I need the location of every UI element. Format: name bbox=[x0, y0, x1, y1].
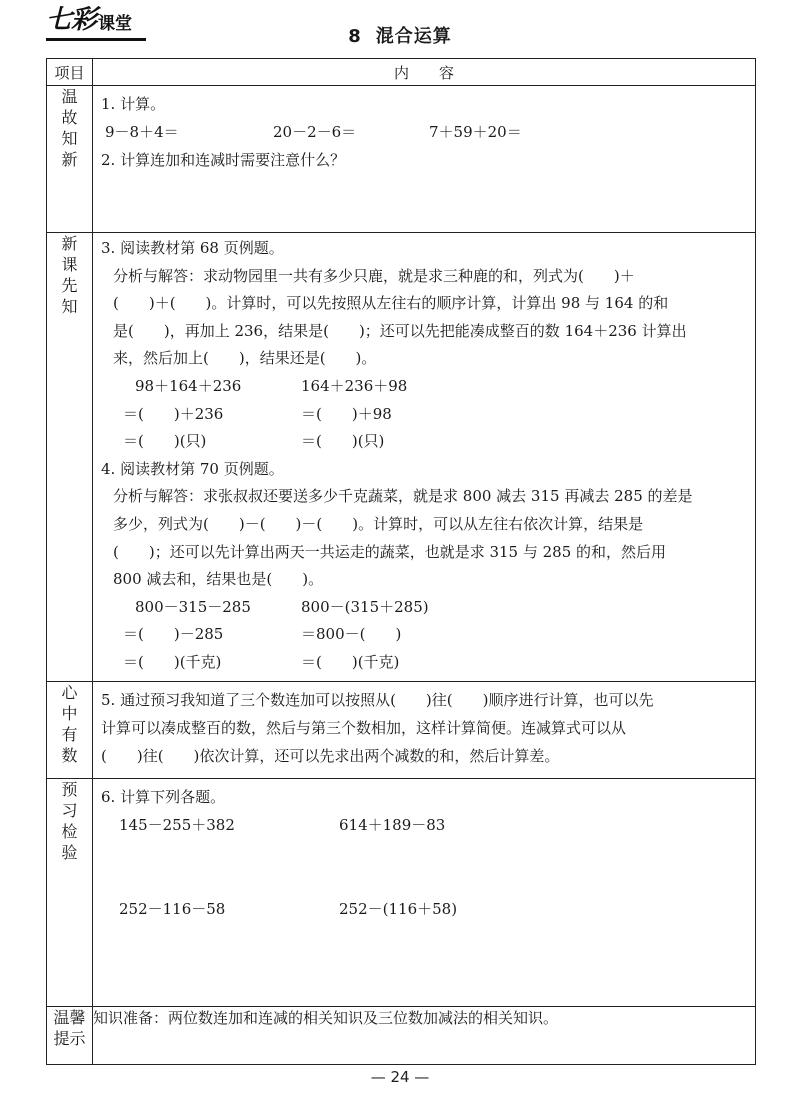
page-number: — 24 — bbox=[370, 1068, 430, 1086]
section-summary-content bbox=[93, 681, 756, 778]
section-check-content bbox=[93, 778, 756, 1006]
q3-line-2: ( )＋( )。计算时，可以先按照从左往右的顺序计算，计算出 98 与 164 的和 bbox=[113, 294, 669, 313]
section-tips bbox=[47, 1006, 756, 1064]
q6-row-1 bbox=[101, 811, 749, 895]
lesson-title: 混合运算 bbox=[375, 26, 452, 47]
brand-script: 七彩 bbox=[46, 5, 97, 35]
brand-text: 课堂 bbox=[98, 14, 133, 34]
q3-work-row-1: 98＋164＋236 164＋236＋98 bbox=[135, 376, 408, 395]
q5-line-2: 计算可以凑成整百的数，然后与第三个数相加，这样计算简便。连减算式可以从 bbox=[101, 718, 627, 737]
q1-title: 1. 计算。 bbox=[101, 95, 166, 113]
worksheet-table bbox=[46, 58, 756, 1065]
q5-line-1: 5. 通过预习我知道了三个数连加可以按照从( )往( )顺序进行计算，也可以先 bbox=[101, 690, 654, 709]
page-title bbox=[0, 22, 800, 48]
q1-expressions bbox=[101, 118, 749, 146]
q3-title: 3. 阅读教材第 68 页例题。 bbox=[101, 239, 284, 257]
q3-line-1: 分析与解答：求动物园里一共有多少只鹿，就是求三种鹿的和，列式为( )＋ bbox=[113, 266, 635, 285]
q6-expr-3: 252－116－58 bbox=[119, 899, 226, 918]
q3-line-3: 是( )，再加上 236，结果是( )；还可以先把能凑成整百的数 164＋236 计算出 bbox=[113, 321, 687, 340]
q6-expr-2: 614＋189－83 bbox=[339, 815, 446, 834]
section-review-content bbox=[93, 86, 756, 233]
q6-row-2 bbox=[101, 895, 749, 923]
section-new-lesson-content bbox=[93, 233, 756, 682]
section-new-lesson bbox=[47, 233, 756, 682]
header-item: 项目 bbox=[47, 59, 93, 86]
q2-title: 2. 计算连加和连减时需要注意什么？ bbox=[101, 151, 346, 169]
q4-line-1: 分析与解答：求张叔叔还要送多少千克蔬菜，就是求 800 减去 315 再减去 285 的差是 bbox=[113, 487, 693, 506]
section-check-label: 预习检验 bbox=[47, 778, 93, 1006]
q4-work-row-2: ＝( )－285 ＝800－( ) bbox=[123, 625, 402, 644]
section-review-label: 温故知新 bbox=[47, 86, 93, 233]
section-new-lesson-label: 新课先知 bbox=[47, 233, 93, 682]
q6-title: 6. 计算下列各题。 bbox=[101, 787, 226, 806]
expr-3: 7＋59＋20＝ bbox=[429, 123, 522, 141]
lesson-number: 8 bbox=[348, 26, 362, 47]
section-summary bbox=[47, 681, 756, 778]
q4-work-row-3: ＝( )(千克) ＝( )(千克) bbox=[123, 652, 400, 671]
section-check bbox=[47, 778, 756, 1006]
q4-line-2: 多少，列式为( )－( )－( )。计算时，可以从左往右依次计算，结果是 bbox=[113, 514, 644, 533]
q3-work-row-2: ＝( )＋236 ＝( )＋98 bbox=[123, 404, 392, 423]
section-summary-label: 心中有数 bbox=[47, 681, 93, 778]
section-tips-label: 温馨提示 bbox=[47, 1006, 93, 1064]
q3-line-4: 来，然后加上( )，结果还是( )。 bbox=[113, 349, 377, 368]
q4-work-row-1: 800－315－285 800－(315＋285) bbox=[135, 597, 429, 616]
expr-1: 9－8＋4＝ bbox=[105, 123, 179, 141]
q6-expr-1: 145－255＋382 bbox=[119, 815, 235, 834]
q4-line-4: 800 减去和，结果也是( )。 bbox=[113, 570, 324, 589]
expr-2: 20－2－6＝ bbox=[273, 123, 357, 141]
table-header-row bbox=[47, 59, 756, 86]
header-content: 内容 bbox=[93, 59, 756, 86]
q6-expr-4: 252－(116＋58) bbox=[339, 899, 458, 918]
section-review bbox=[47, 86, 756, 233]
q5-line-3: ( )往( )依次计算，还可以先求出两个减数的和，然后计算差。 bbox=[101, 746, 560, 765]
q4-title: 4. 阅读教材第 70 页例题。 bbox=[101, 459, 284, 478]
q3-work-row-3: ＝( )(只) ＝( )(只) bbox=[123, 432, 385, 451]
tips-text: 知识准备：两位数连加和连减的相关知识及三位数加减法的相关知识。 bbox=[93, 1006, 756, 1064]
q4-line-3: ( )；还可以先计算出两天一共运走的蔬菜，也就是求 315 与 285 的和，然后用 bbox=[113, 542, 667, 561]
